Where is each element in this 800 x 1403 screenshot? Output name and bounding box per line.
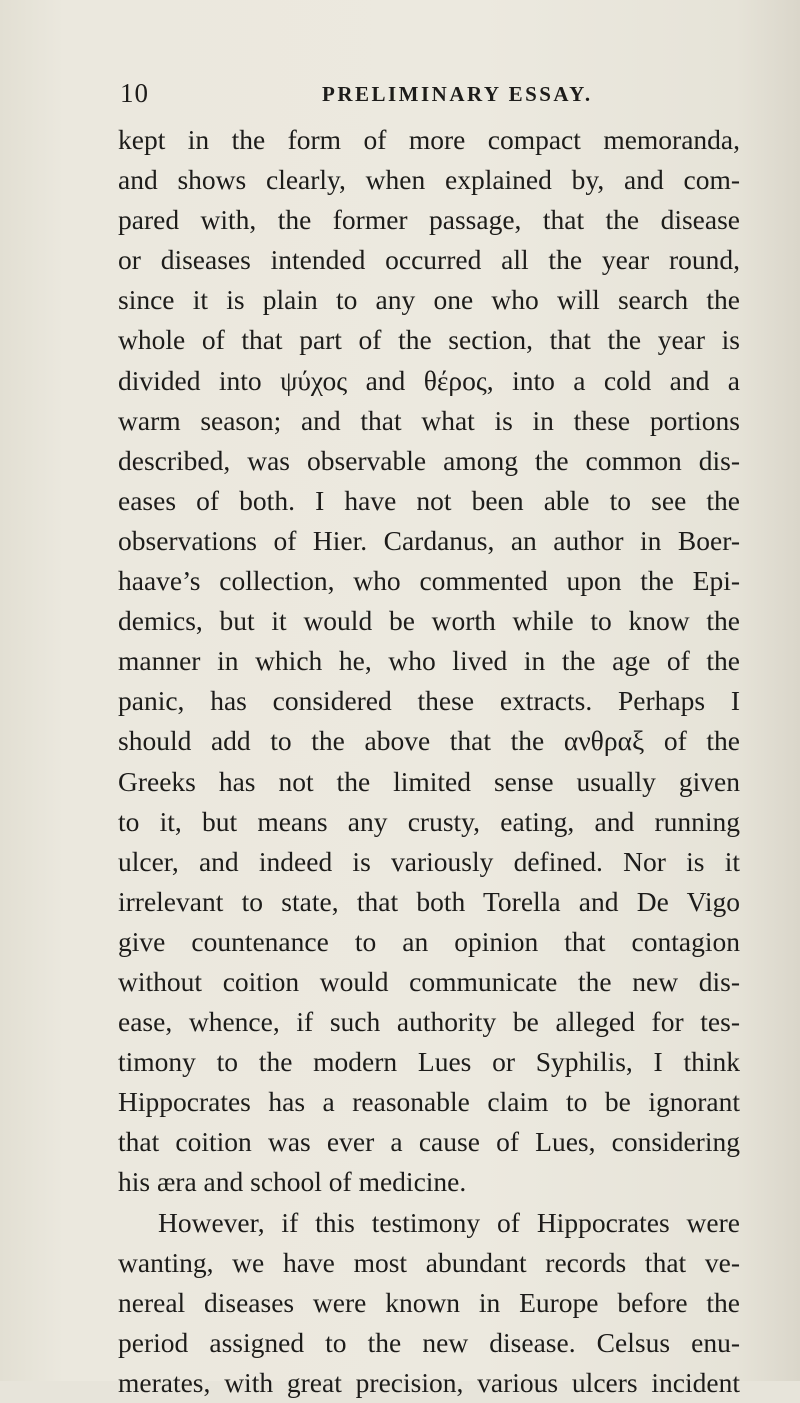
text-line: give countenance to an opinion that contagion [118,925,740,957]
text-line: since it is plain to any one who will search the [118,284,740,316]
text-line: pared with, the former passage, that the disease [118,204,740,236]
text-line: manner in which he, who lived in the age of the [118,645,740,677]
text-line: Greeks has not the limited sense usually given [118,765,740,797]
text-line: described, was observable among the common dis- [118,444,740,476]
text-line: divided into ψύχος and θέρος, into a cold and a [118,364,740,396]
text-line: ulcer, and indeed is variously defined. Nor is it [118,845,740,877]
body-text [118,120,740,1403]
text-line: warm season; and that what is in these portions [118,404,740,436]
page-number: 10 [120,78,149,108]
text-line: without coition would communicate the new dis- [118,965,740,997]
text-line: whole of that part of the section, that the year is [118,324,740,356]
text-line: eases of both. I have not been able to see the [118,484,740,516]
text-line: kept in the form of more compact memoranda, [118,124,740,155]
text-line: should add to the above that the ανθραξ of the [118,725,740,757]
running-title: PRELIMINARY ESSAY. [322,82,593,106]
text-line: and shows clearly, when explained by, and com- [118,164,740,196]
text-line: to it, but means any crusty, eating, and running [118,805,740,837]
text-line: panic, has considered these extracts. Perhaps I [118,685,740,717]
running-head [120,78,760,118]
text-line: Hippocrates has a reasonable claim to be ignorant [118,1086,740,1118]
paragraph-end-line: his æra and school of medicine. [118,1166,467,1198]
text-line: period assigned to the new disease. Celsus enu- [118,1326,740,1358]
text-line: wanting, we have most abundant records that ve- [118,1246,740,1278]
paragraph-start-line: However, if this testimony of Hippocrates were [158,1206,740,1238]
text-line: demics, but it would be worth while to know the [118,605,740,637]
text-line: nereal diseases were known in Europe before the [118,1286,740,1318]
text-line: haave’s collection, who commented upon the Epi- [118,565,740,597]
text-line: observations of Hier. Cardanus, an author in Boer- [118,524,740,556]
text-line: that coition was ever a cause of Lues, considering [118,1126,740,1158]
text-line: irrelevant to state, that both Torella and De Vigo [118,885,740,917]
text-line: merates, with great precision, various ulcers incident [118,1366,740,1398]
text-line: or diseases intended occurred all the year round, [118,244,740,276]
text-line: timony to the modern Lues or Syphilis, I think [118,1046,740,1078]
text-line: ease, whence, if such authority be alleged for tes- [118,1006,740,1038]
